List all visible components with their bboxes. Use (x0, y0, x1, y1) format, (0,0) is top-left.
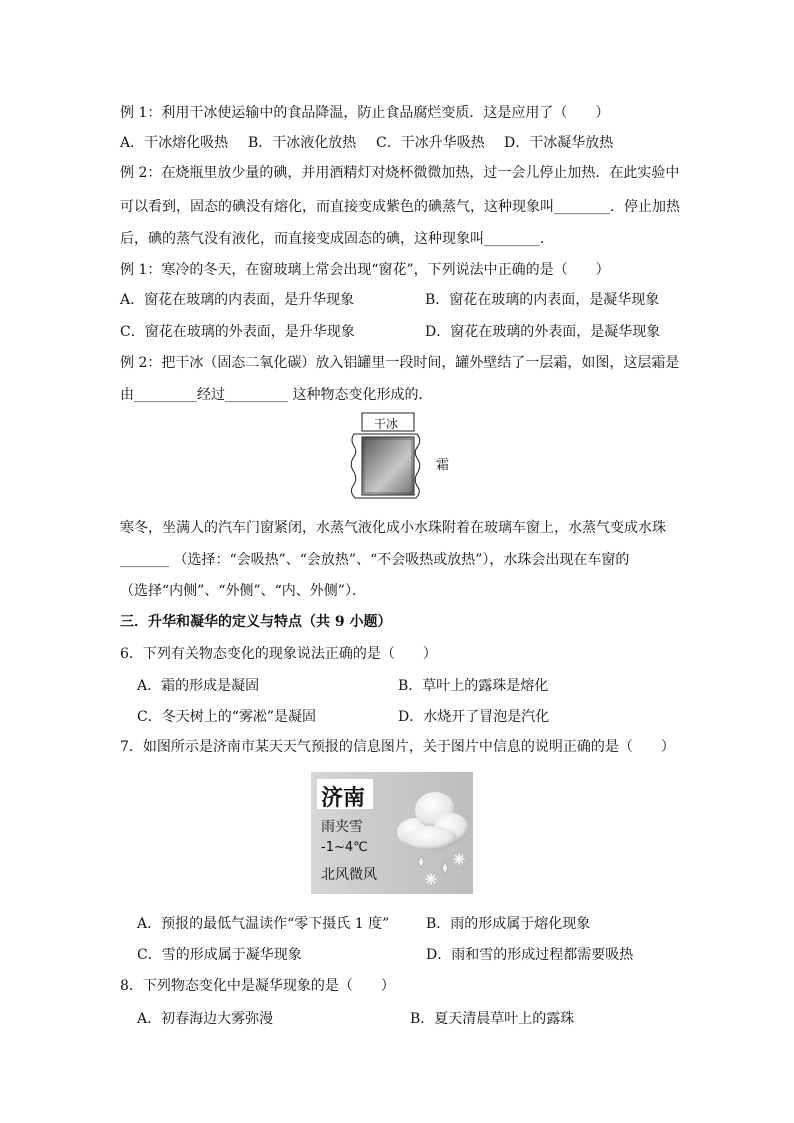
question-7-option-c: C．雪的形成属于凝华现象 (137, 947, 302, 963)
question-6-option-c: C．冬天树上的“雾凇”是凝固 (137, 709, 317, 725)
wind-info: 北风微风 (321, 867, 377, 883)
weather-forecast-figure (311, 772, 473, 894)
example-2-line-3: 后，碘的蒸气没有液化，而直接变成固态的碘，这种现象叫________． (120, 231, 554, 247)
car-window-line-2: _______ （选择：“会吸热”、“会放热”、“不会吸热或放热”），水珠会出现在车窗的 (120, 552, 630, 568)
frost-label: 霜 (436, 458, 450, 473)
example-1-option-c: C．干冰升华吸热 (376, 135, 485, 151)
question-6-option-d: D．水烧开了冒泡是汽化 (398, 709, 550, 725)
car-window-line-3: （选择“内侧”、“外侧”、“内、外侧”）． (120, 583, 366, 599)
question-7: 7．如图所示是济南市某天天气预报的信息图片，关于图片中信息的说明正确的是（ ） (120, 739, 675, 755)
question-8: 8．下列物态变化中是凝华现象的是（ ） (120, 978, 395, 994)
example-3-option-d: D．窗花在玻璃的外表面，是凝华现象 (425, 324, 661, 340)
question-8-option-b: B．夏天清晨草叶上的露珠 (410, 1011, 575, 1027)
frost-can-figure (344, 410, 464, 508)
cloud-sleet-icon (393, 780, 471, 890)
question-7-option-d: D．雨和雪的形成过程都需要吸热 (426, 947, 634, 963)
weather-condition: 雨夹雪 (321, 819, 363, 835)
example-1-option-a: A．干冰熔化吸热 (120, 135, 229, 151)
section-heading: 三．升华和凝华的定义与特点（共 9 小题） (120, 614, 392, 630)
example-3-option-c: C．窗花在玻璃的外表面，是升华现象 (120, 324, 355, 340)
temperature-range: -1~4℃ (321, 840, 368, 855)
question-8-option-a: A．初春海边大雾弥漫 (137, 1011, 274, 1027)
example-1-question: 例 1：利用干冰使运输中的食品降温，防止食品腐烂变质．这是应用了（ ） (120, 105, 610, 121)
question-7-option-b: B．雨的形成属于熔化现象 (426, 916, 591, 932)
question-6-option-a: A．霜的形成是凝固 (137, 678, 260, 694)
example-1-option-d: D．干冰凝华放热 (504, 135, 614, 151)
city-name: 济南 (321, 786, 366, 811)
example-3-option-a: A．窗花在玻璃的内表面，是升华现象 (120, 292, 355, 308)
example-3-option-b: B．窗花在玻璃的内表面，是凝华现象 (425, 292, 660, 308)
question-7-option-a: A．预报的最低气温读作“零下摄氏 1 度” (137, 916, 390, 932)
dry-ice-label: 干冰 (374, 417, 399, 431)
example-1-option-b: B．干冰液化放热 (248, 135, 357, 151)
car-window-line-1: 寒冬，坐满人的汽车门窗紧闭，水蒸气液化成小水珠附着在玻璃车窗上，水蒸气变成水珠 (120, 520, 666, 536)
example-2-line-2: 可以看到，固态的碘没有熔化，而直接变成紫色的碘蒸气，这种现象叫________．停止加热 (120, 199, 680, 215)
question-6-option-b: B．草叶上的露珠是熔化 (398, 678, 549, 694)
example-2-line-1: 例 2：在烧瓶里放少量的碘，并用酒精灯对烧杯微微加热，过一会儿停止加热．在此实验中 (120, 165, 680, 181)
example-4-line-1: 例 2：把干冰（固态二氧化碳）放入铝罐里一段时间，罐外壁结了一层霜，如图，这层霜是 (120, 355, 680, 371)
example-4-line-2: 由_________经过_________ 这种物态变化形成的． (120, 387, 433, 403)
question-6: 6．下列有关物态变化的现象说法正确的是（ ） (120, 646, 437, 662)
example-3-question: 例 1：寒冷的冬天，在窗玻璃上常会出现“窗花”，下列说法中正确的是（ ） (120, 262, 610, 278)
